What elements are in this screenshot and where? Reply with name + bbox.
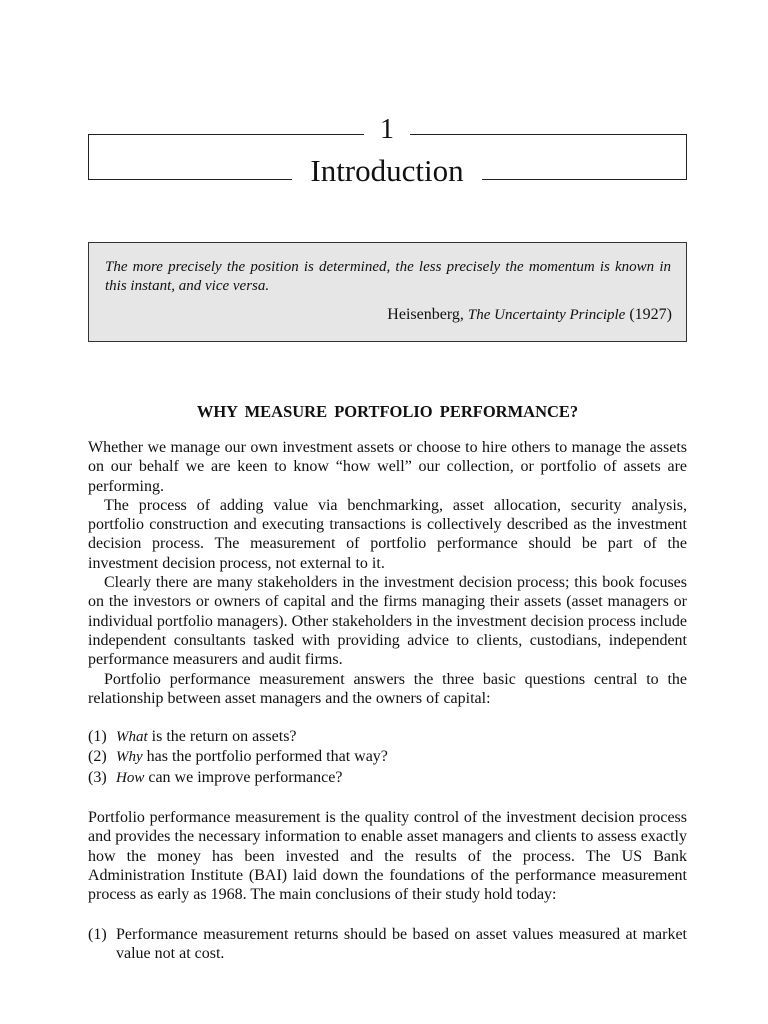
body-text xyxy=(88,438,687,963)
rule-vertical-right xyxy=(686,134,687,179)
question-text: is the return on assets? xyxy=(147,728,297,746)
rule-bottom-right xyxy=(482,179,687,180)
question-word: How xyxy=(116,769,145,786)
epigraph-attribution xyxy=(387,305,672,325)
chapter-header xyxy=(88,112,687,192)
list-number: (2) xyxy=(88,748,107,766)
conclusions-list xyxy=(88,925,687,964)
paragraph: The process of adding value via benchmarking, asset allocation, security analysis, portfolio construction and executing transactions is collectively described as the investment decision process. The measurement of portfolio performance should be part of the investment decision process, not external to it. xyxy=(88,496,687,572)
chapter-title: Introduction xyxy=(310,153,464,188)
paragraph: Whether we manage our own investment assets or choose to hire others to manage the assets on our behalf we are keen to know “how well” our collection, or portfolio of assets are performing. xyxy=(88,439,687,495)
paragraph: Clearly there are many stakeholders in the investment decision process; this book focuses on the investors or owners of capital and the firms managing their assets (asset managers or individual portfolio managers). Other stakeholders in the investment decision process include independent consultants tasked with providing advice to clients, custodians, independent performance measurers and audit firms. xyxy=(88,574,687,669)
rule-vertical-left xyxy=(88,134,89,179)
conclusion-text: Performance measurement returns should be based on asset values measured at market value not at cost. xyxy=(116,925,687,962)
epigraph-author: Heisenberg, xyxy=(387,306,464,323)
question-word: Why xyxy=(116,749,143,766)
paragraph: Portfolio performance measurement answers the three basic questions central to the relationship between asset managers and the owners of capital: xyxy=(88,670,687,707)
question-text: has the portfolio performed that way? xyxy=(142,748,388,766)
rule-bottom-left xyxy=(88,179,292,180)
list-item xyxy=(88,768,687,788)
rule-top-right xyxy=(410,134,687,135)
section-heading: WHY MEASURE PORTFOLIO PERFORMANCE? xyxy=(196,402,579,421)
epigraph-quote: The more precisely the position is determined, the less precisely the momentum is known in this instant, and vice versa. xyxy=(105,259,671,294)
epigraph-year: (1927) xyxy=(629,306,672,323)
epigraph-work: The Uncertainty Principle xyxy=(467,307,626,323)
list-item xyxy=(88,747,687,767)
epigraph-box xyxy=(88,242,687,342)
list-number: (1) xyxy=(88,728,107,746)
questions-list xyxy=(88,727,687,788)
list-item xyxy=(88,925,687,964)
question-word: What xyxy=(116,729,148,746)
list-number: (1) xyxy=(88,925,107,943)
chapter-number: 1 xyxy=(380,114,394,145)
paragraph: Portfolio performance measurement is the quality control of the investment decision process and provides the necessary information to enable asset managers and clients to assess exactly how the money has been invested and the results of the process. The US Bank Administration Institute (BAI) laid down the foundations of the performance measurement process as early as 1968. The main conclusions of their study hold today: xyxy=(88,809,687,904)
rule-top-left xyxy=(88,134,364,135)
list-number: (3) xyxy=(88,768,107,786)
list-item xyxy=(88,727,687,747)
question-text: can we improve performance? xyxy=(144,768,343,786)
